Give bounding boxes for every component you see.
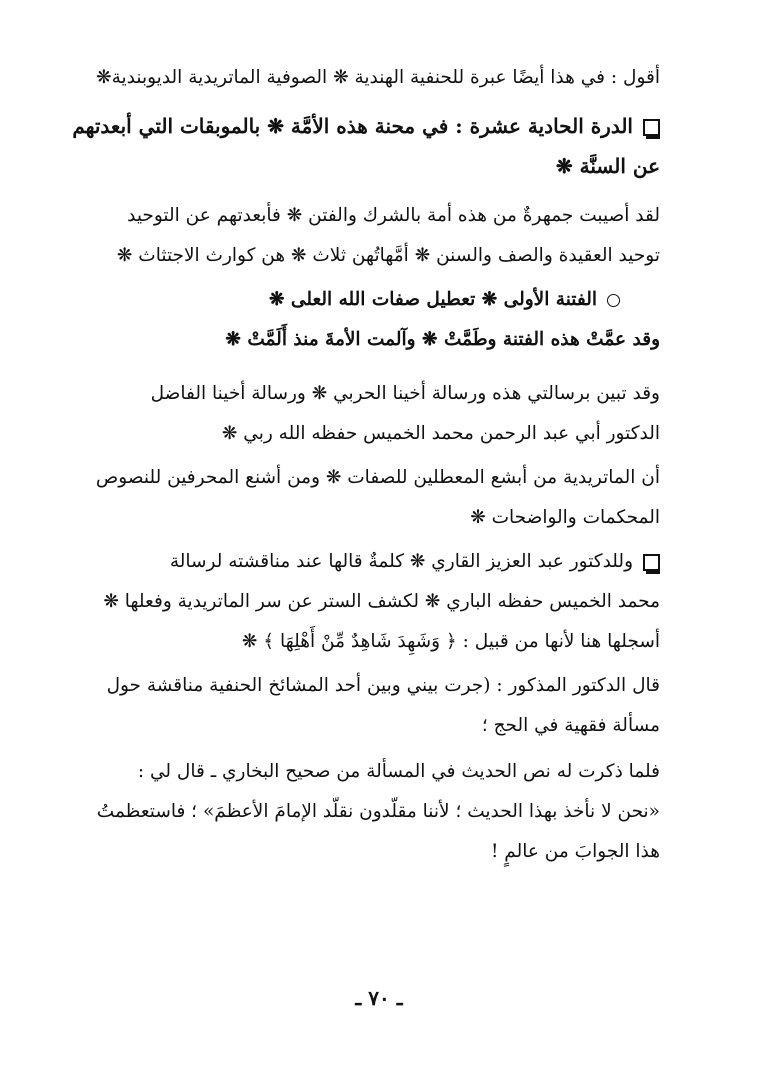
text-line [70,236,660,276]
text-line [70,498,660,538]
line-text: أسجلها هنا لأنها من قبيل : ﴿ وَشَهِدَ شَاهِدٌ مِّنْ أَهْلِهَا ﴾ ❋ [241,631,660,652]
text-line [70,832,660,872]
line-text: فلما ذكرت له نص الحديث في المسألة من صحيح البخاري ـ قال لي : [137,761,660,782]
line-text: هذا الجوابَ من عالمٍ ! [490,841,660,862]
text-line [70,280,660,320]
circle-bullet-icon [607,294,620,307]
text-line [70,196,660,236]
line-text: الدكتور أبي عبد الرحمن محمد الخميس حفظه الله ربي ❋ [221,423,660,444]
line-text: الفتنة الأولى ❋ تعطيل صفات الله العلى ❋ [268,289,597,310]
text-line [70,106,660,146]
paragraph [70,542,660,662]
paragraph [70,280,660,360]
text-line [70,752,660,792]
line-text: وللدكتور عبد العزيز القاري ❋ كلمةٌ قالها عند مناقشته لرسالة [169,551,633,572]
paragraph [70,374,660,454]
line-text: عن السنَّة ❋ [555,154,660,178]
line-text: أقول : في هذا أيضًا عبرة للحنفية الهندية ❋ الصوفية الماتريدية الديوبندية❋ [96,67,660,88]
paragraph [70,196,660,276]
paragraph [70,752,660,872]
checkbox-bullet-icon [643,119,660,136]
paragraph [70,58,660,98]
paragraph [70,666,660,746]
line-text: الدرة الحادية عشرة : في محنة هذه الأمَّة ❋ بالموبقات التي أبعدتهم [72,114,633,138]
page-number: ـ ٧٠ ـ [355,986,403,1010]
text-line [70,146,660,186]
text-line [70,582,660,622]
checkbox-bullet-icon [643,554,660,571]
section-heading [70,106,660,186]
text-line [70,542,660,582]
text-line [70,320,660,360]
text-line [70,414,660,454]
text-line [70,666,660,706]
line-text: قال الدكتور المذكور : (جرت بيني وبين أحد المشائخ الحنفية مناقشة حول [106,675,660,696]
line-text: «نحن لا نأخذ بهذا الحديث ؛ لأننا مقلّدون نقلّد الإمامَ الأعظمَ» ؛ فاستعظمتُ [96,801,660,822]
text-line [70,622,660,662]
line-text: لقد أصيبت جمهرةٌ من هذه أمة بالشرك والفتن ❋ فأبعدتهم عن التوحيد [127,205,660,226]
line-text: مسألة فقهية في الحج ؛ [481,715,660,736]
line-text: المحكمات والواضحات ❋ [470,507,660,528]
text-line [70,58,660,98]
text-line [70,458,660,498]
text-line [70,792,660,832]
line-text: توحيد العقيدة والصف والسنن ❋ أمَّهاتُهن ثلاث ❋ هن كوارث الاجتثاث ❋ [116,245,660,266]
line-text: وقد عمَّتْ هذه الفتنة وطَمَّتْ ❋ وآلمت الأمةَ منذ أَلَمَّتْ ❋ [225,329,660,350]
line-text: وقد تبين برسالتي هذه ورسالة أخينا الحربي ❋ ورسالة أخينا الفاضل [150,383,660,404]
line-text: محمد الخميس حفظه الباري ❋ لكشف الستر عن سر الماتريدية وفعلها ❋ [103,591,660,612]
paragraph [70,458,660,538]
text-line [70,706,660,746]
text-line [70,374,660,414]
line-text: أن الماتريدية من أبشع المعطلين للصفات ❋ ومن أشنع المحرفين للنصوص [95,467,660,488]
